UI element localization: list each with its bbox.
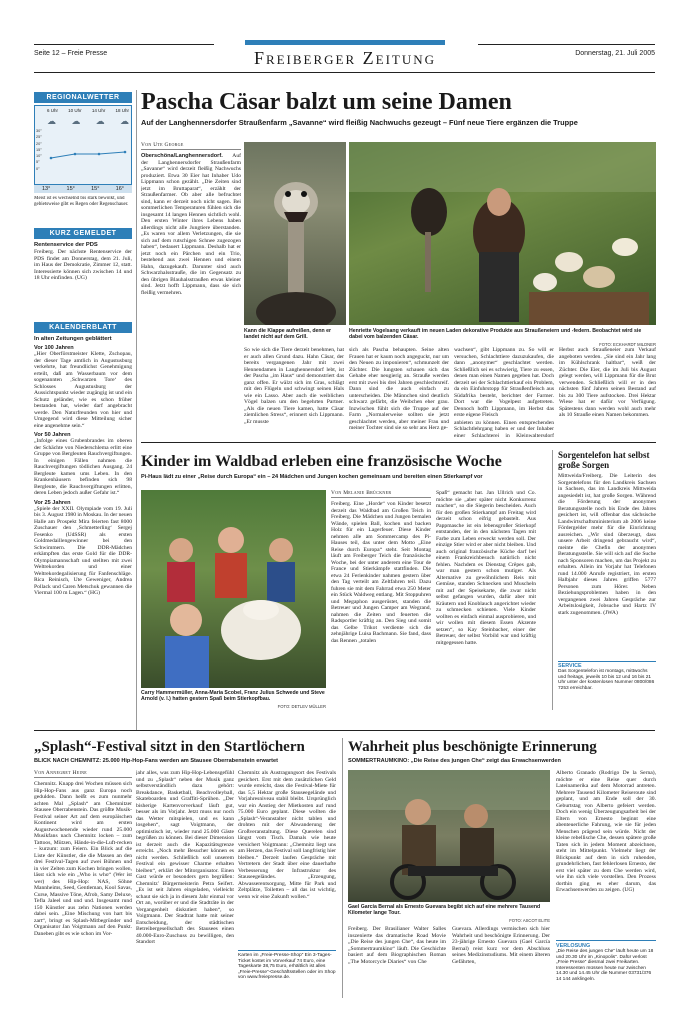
story3-col1 [34, 770, 132, 1003]
story1-body-5: anbieten zu können. Einen entsprechenden Schlachtlehrgang haben er und der Inhaber einer Schlachterei in Kleinwaltersdorf [454, 419, 554, 437]
scale-label: 5° [36, 160, 40, 165]
weather-day-4: 18 Uhr [115, 108, 129, 113]
weather-title: REGIONALWETTER [34, 92, 132, 103]
service-head: SERVICE [558, 661, 656, 669]
kurz-headline: Rentenservice der PDS [34, 242, 98, 248]
story2-body-2: Spaß“ gemacht hat. Jan Ullrich und Co. möchte sie „aber später nicht Konkurrenz machen“, so die Siegerin bescheiden. Auch für den großen Stierkampf am Freitag wird derzeit schon eifrig gebastelt. Aus Pappmasche ist ein lebensgroßer Stierkopf entstanden, der in den nächsten Tagen mit Farbe zum Leben erweckt werden soll. Der einzige Stier wird er aber nicht bleiben. Und auch original französische Küche darf bei einem Frankreichbesuch natürlich nicht fehlen. Nachdem es Dienstag Crêpes gab, war man gestern schon mutiger. Als Alternative zu gewöhnlichem Reis mit Gemüse, standen Schnecken und Muscheln mit auf der Speisekarte, die zwar nicht selbst gefangen wurden, dafür aber mit Kräutern und Knoblauch angerichtet wieder zu schmecken schienen. Viele Kinder wollten es einfach einmal ausprobieren, und wir wollen mit diesem Essen Akzente setzen“, so Kay Steinbacher, einer der Betreuer, der selbst Vorbild war und kräftig mitgegessen hatte. [436, 490, 536, 646]
weather-day-2: 10 Uhr [68, 108, 82, 113]
weather-box [34, 92, 132, 208]
cloud-icon: ☁ [95, 116, 105, 126]
sorgen-box [558, 450, 656, 691]
weather-chart [34, 105, 132, 185]
story2-subhead: Pi-Haus lädt zu einer „Reise durch Europa“ ein – 24 Mädchen und Jungen kochen gemeinsam und bereiten einen Stierkampf vor [141, 474, 483, 480]
scale-label: 10° [36, 154, 42, 159]
temperature-curve [47, 128, 129, 172]
temp-2: 15° [66, 186, 75, 192]
kalender-title: KALENDERBLATT [34, 322, 132, 333]
kalender-intro: In alten Zeitungen geblättert [34, 336, 112, 342]
story3-body-1: Chemnitz. Knapp drei Wochen müssen sich Hip-Hop-Fans aus ganz Europa noch gedulden. Dann heißt es zum nunmehr achten Mal „Splash“ am Chemnitzer Stausee Oberrabenstein. Das größte Musik-Festival seiner Art auf dem europäischen Kontinent wird am ersten Augustwochenende wieder rund 25.000 Musikfans nach Chemnitz locken – zum Tattoos, Mützen, Hände-in-die-Luft-recken – kurzum: zum Feiern. Ein Blick auf die Liste der Künstler, die die Massen an den drei Festival-Tagen auf zwei Bühnen und in vier Zelten zum Kochen bringen wollen, lässt sich wie ein „Who is who“ (Wer ist wer) des Hip-Hop: NAS, Söhne Mannheims, Seed, Gentleman, Kool Savas, Curse, Massive Töne, Afrob, Samy Deluxe, Tefla Jaleel und und und. Insgesamt rund 150 Künstler aus zehn Nationen werden dabei sein. „Eine Mischung von hart bis zart“, bringt es Splash-Mitbegründer und Organisator Jan Voigtmann auf den Punkt. Daneben gibt es wie schon im Vor- [34, 781, 132, 937]
story1-caption-2: Henriette Vogelsang verkauft im neuen Laden dekorative Produkte aus Straußeneiern und -federn. Beobachtet wird sie dabei vom balzenden Cäsar. [349, 328, 642, 340]
kurz-box [34, 228, 132, 282]
story1-subhead: Auf der Langhennersdorfer Straußenfarm „Savanne“ wird fleißig Nachwuchs gezeugt – Fünf neue Tiere ergänzen die Truppe [141, 118, 578, 127]
story4-credit: FOTO: ASCOT ELITE [509, 918, 550, 923]
story4-caption: Gael García Bernal als Ernesto Guevara begibt sich auf eine mehrere Tausend Kilometer lange Tour. [348, 904, 541, 916]
temp-4: 16° [115, 186, 124, 192]
ostrich-shop-photo [349, 142, 656, 325]
story1-body-4: wachsen“, gibt Lippmann zu. So will er versuchen, Schlachttiere dazuzukaufen, die dann „anonymer“ geschlachtet werden. Schließlich sei es schwierig, Tiere zu essen, denen man einen Namen gegeben hat. Doch derzeit sei der Schlachttierkauf ein Problem, da ein Einfuhrstopp für Straußenfleisch aus Südafrika besteht, berichtet der Farmer. Dort war die Vogelpest aufgetreten. Dennoch hofft Lippmann, im Herbst das erste eigene Fleisch anbieten zu können. Einen entsprechenden Schlachtlehrgang haben er und der Inhaber einer Schlachterei in Kleinwaltersdorf [454, 347, 554, 437]
scale-label: 25° [36, 135, 42, 140]
kalender-text-1: „Hier Oberförstmeister Klette, Zschopau, der dieser Tage amtlich in Augustusburg verkehrte, hat freundlichst Genehmigung erteilt, daß am Wasserbaum vor dem sogenannten ‚Schwarzen Tore‘ des Schlosses Augustusburg der Aussichtspunkt wieder zugängig ist und ein Schutz geländer, wie es schon früher bestanden hat, wieder darf angebracht werde. Den Naturfreunden von hier und Umgegend wird diese Mitteilung sicher eine angenehme sein.“ [34, 351, 132, 429]
header-rule [34, 72, 655, 73]
left-column-rule [136, 90, 137, 730]
section-title: Freiberger Zeitung [253, 48, 437, 68]
story1-body-6: Herbst auch Straußeneier zum Verkauf angeboten werden. „Sie sind ein Jahr lang im Kühlschrank haltbar“, weiß der Züchter. Die Eier, die im Juli bis August gelegt werden, will Lippmann für die Brut verwenden. Schließlich will er in den nächsten fünf Jahren seinen Bestand auf bis zu 300 Tiere aufstocken. Drei Hektar Wiese hat er dafür vor Verfügung. Spätestens dann werden wohl auch mehr als 10 Strauße einen Namen bekommen. [559, 347, 656, 418]
story3-author: Von Annegret Heine [34, 770, 132, 778]
story4-body-3: Alberto Granado (Rodrigo De la Serna), möchte er eine Reise quer durch Lateinamerika auf dem Motorrad antreten. Mehrere Tausend Kilometer Reiseroute sind geplant, und am Ende soll der 30. Geburtstag von Alberto gefeiert werden. Doch ein wenig Überzeugungsarbeit bei der Eltern von Ernesto beginnt eine abenteuerliche Fahrung, wie sie für jeden Menschen prägend sein würde. Nicht der kleine rebellische Che, dessen spätere große Taten sich in jedem Moment abzeichnen, steht im Mittelpunkt. Vielmehr liegt der Blickpunkt auf dem in sich ruhenden, grundehrlichen, fast fehlerlosen Ernesto, der erst viel später zu dem Che werden wird, wie ihn sich viele vorstellen. Den Prozess dorthin ging es eher darum, das Erwachsenwerden zu zeigen. (UG) [556, 770, 656, 893]
kalender-text-2: „Infolge eines Grubenbrandes im oberen der Schächte von Niederschlema erlitt eine Gruppe von Bergleuten Rauchvergiftungen. In einigen Fällen nahmen die Rauchvergiftungen tödlichen Ausgang. 24 Bergleute kamen ums Leben. In den Krankenhäusern befinden sich 98 Bergleute, die Rauchvergiftungen erlitten, deren Leben jedoch außer Gefahr ist.“ [34, 438, 132, 496]
karten-text: Karten im „Freie-Presse-Shop“ Ein 3-Tages-Ticket kostet im Vorverkauf 74 Euro, eine Tageskarte 38,75 Euro, erhältlich ist alles „Freie-Presse“-Geschäftsstellen oder im Shop von www.freiepresse.de. [238, 953, 336, 981]
karten-box [238, 950, 336, 981]
story1-author: Von Ute George [141, 142, 241, 150]
ostrich-photo [244, 142, 346, 325]
temp-3: 15° [91, 186, 100, 192]
verlosung-head: VERLOSUNG [556, 943, 591, 949]
weather-day-3: 14 Uhr [91, 108, 106, 113]
kalender-head-2: Vor 50 Jahren [34, 432, 71, 438]
story1-credit: FOTO: ECKHARDT MILDNER [599, 342, 656, 347]
verlosung-box [556, 940, 656, 983]
story2-col1 [331, 490, 431, 711]
story4-body-2: Guevara. Allerdings vermischen sich hier Wahrheit und beschönigte Erinnerung. Der 23-jährige Ernesto Guevara (Gael García Bernal) reist kurz vor dem Abschluss seines Medizinstudiums. Mit einem älteren Gefährten, [452, 926, 550, 965]
story1-rule [141, 442, 656, 443]
story4-headline: Wahrheit plus beschönigte Erinnerung [348, 739, 597, 755]
scale-label: 30° [36, 129, 42, 133]
story3-headline: „Splash“-Festival sitzt in den Startlöchern [34, 739, 305, 755]
kurz-title: KURZ GEMELDET [34, 228, 132, 239]
story1-body-1: Auf der Langhennersdorfer Straußenfarm „Savanne“ wird derzeit fleißig Nachwuchs produziert. Etwa 30 Eier hat Inhaber Udo Lippmann schon gezählt. „Die Zeiten sind jetzt im Bruttaparat“, erzählt der Straußenfarmer. Ob aber alle befruchtet sind, kann er derzeit noch nicht sagen. Bei sommerlichen Temperaturen fühlen sich die insgesamt 14 langen Hennen sichtlich wohl. Den ersten Winter ihres Lebens haben allerdings nicht alle Jungtiere überstanden. „Es waren vor allem Verletzungen, die sie sich auf dem rutschigen Schnee zugezogen haben“, bedauert Lippmann. Deshalb hat er jetzt noch ein Pärchen und ein Trio, bestehend aus zwei Hennen und einem Hahn, dazugekauft. Darunter sind auch Schwarzhalsstrauße, die im Gegensatz zu den übrigen Blauhalsstraußen etwas kleiner sind. Jetzt hofft Lippmann, dass sie sich fleißig vermehren. [141, 153, 241, 296]
kalender-head-3: Vor 25 Jahren [34, 499, 71, 506]
verlosung-text: „Die Reise des jungen Che“ läuft heute um 18 und 20.30 Uhr im „Kinopolis“. Dafür verlost „Freie Presse“ diesmal zwei Freikarten. Interessenten müssen heute nur zwischen 14.30 und 14.45 Uhr die Nummer 03731/376 14 144 anklingeln. [556, 949, 654, 982]
weather-day-1: 6 Uhr [47, 108, 59, 113]
story1-body-3: sich als Pascha behaupten. Seine alten Frauen hat er kaum noch angeguckt, nur um den Neuen zu imponieren“, schmunzelt der Züchter. Die lungsten schauen sich das Gehabe eher neugierig an. Strauße werden erst mit zwei bis drei Jahren geschlechtsreif. Dann sind die auch einfach zu unterscheiden. Die Männchen sind deutlich schwarz gefärbt, die Weibchen eher grau. Inzwischen fühlt sich die Truppe auf der Farm „Normalerweise sollten sie jetzt geschlachtet werden, aber meiner Frau und meiner Tochter sind sie so sehr ans Herz ge- [349, 347, 449, 431]
scale-label: 15° [36, 147, 42, 152]
bottom-section-rule [34, 730, 655, 731]
story1-headline: Pascha Cäsar balzt um seine Damen [141, 89, 512, 115]
scale-label: 20° [36, 141, 42, 146]
story2-credit: FOTO: DETLEV MÜLLER [277, 704, 326, 709]
sorgen-text: Mittweida/Freiberg. Die Leiterin des Sorgentelefons für den Landkreis Sachsen in Sachsen, das im Landkreis Mittweida angesiedelt ist, hat große Sorgen. Während die Förderung der anonymen Beratungsstelle noch bis Ende des Jahres gesichert ist, will offenbar das sächsische Landwirtschaftsministerium ab 2006 keine Fördergelder mehr für die Einrichtung ausreichen. „Wir sind überzeugt, dass unsere Arbeit dringend gebraucht wird“, meinte die Chefin der anonymen Beratungsstelle. Sie will sich auf die Suche nach Sponsoren machen, um das Projekt zu erhalten. Allein im Vorjahr hat Telefonen rund 14.000 Anrufe registriert, im ersten Halbjahr dieses Jahres griffen 5777 Personen zum Hörer. Neben Beziehungsproblemen haben in den vergangenen zwei Jahren Gespräche zur Arbeitslosigkeit, Jobsuche und Hartz IV stark zugenommen. (JWA) [558, 473, 656, 616]
story1-dateline: Oberschöna/Langhennersdorf. [141, 153, 223, 159]
kalender-head-1: Vor 100 Jahren [34, 345, 74, 351]
weather-text: Meist ist es wechselnd bis stark bewölkt, und gebietsweise gibt es Regen oder Regenschauer. [34, 196, 129, 207]
story2-body-1: Freiberg. Eine „Horde“ von Kinder besetzt derzeit das Waldbad am Großen Teich in Freiberg. Die Mädchen und Jungen bemalen Wände, spielen Ball, kochen und backen Holz für ein Lagerfeuer. Diese Kinder nehmen alle am Sommercamp des Pi-Hauses teil, das unter dem Motto „Eine Reise durch Europa“ steht. Seit Montag läuft am Freiberger Teich die französische Woche, bei der unter anderem eine Tour de France und Stierkämpfe stattfinden. Die etwa 24 Ferienkinder nahmen gestern über den Tag verteilt am Zeltfahren teil. Dazu fuhren sie mit dem Fahrrad etwa 250 Meter ein Stück Waldweg entlang. Mit Stoppuhren und Megaphon ausgerüstet, standen die Betreuer und Jungen Camper am Wegrand, nahmen die Zeiten und feuerten die Radsportler kräftig an. Den Sieg und somit das Gelbe Trikot verdiente sich die zehnjährige Luisa Bachmann. Sie fand, dass das Rennen „totalen [331, 501, 431, 644]
story3-subhead: BLICK NACH CHEMNITZ: 25.000 Hip-Hop-Fans werden am Stausee Oberrabenstein erwartet [34, 758, 279, 764]
kalender-text-3: „Spiele der XXII. Olympiade vom 19. Juli bis 3. August 1980 in Moskau. In der neuen Halle am Prospekt Mira feierten fast 8000 Zuschauer den ‚Schmetterling‘ Sergej Fesenko (UdSSR) als ersten Goldmedaillengewinner bei den Schwimmern. Die DDR-Mädchen erkämpften das erste Gold für die DDR-Olympiamannschaft und stellten mit zwei Weltrekorden und einer Weltrekordegalisierung für Fanfenschläge. Rica Reinisch, Ute Geweniger, Andrea Pollack und Caren Metschuk gewannen die Viermal 100 m Lagen.“ (HG) [34, 505, 132, 596]
kurz-text: Freiberg. Der nächste Rentenservice der PDS findet am Donnerstag, dem 21. Juli, im Haus der Demokratie, Zimmer 12, statt. Interessierte können sich zwischen 14 und 18 Uhr einfinden. (UG) [34, 249, 132, 281]
story4-body-1: Freiberg. Der Brasilianer Walter Salles inszenierte das dramatische Road Movie „Die Reise des jungen Che“, das heute im „Sommertraumkino“ läuft. Die Geschichte basiert auf dem Biographischen Roman „The Motorcycle Diaries“ von Che [348, 926, 446, 965]
story2-headline: Kinder im Waldbad erleben eine französische Woche [141, 453, 502, 470]
temp-1: 13° [42, 186, 51, 192]
cloud-rain-icon: ☁ [71, 116, 81, 126]
story4-subhead: SOMMERTRAUMKINO: „Die Reise des jungen Che“ zeigt das Erwachsenwerden [348, 758, 561, 764]
section-title-bar [245, 40, 445, 45]
story3-body-2: jahr alles, was zum Hip-Hop-Lebensgefühl und zu „Splash“ neben der Musik ganz selbstverständlich dazu gehört: Breakdance, Basketball, Beachvolleyball, Skateboarden und Graffiti-Sprühen. „Der bisherige Kartenvorverkauf läuft gut, besser als im Vorjahr. Jetzt muss nur noch das Wetter mitspielen, und es kann losgehen“, sagt Voigtmann, der optimistisch ist, wieder rund 25.000 Gäste begrüßen zu können. Bei dieser Dimension ist derzeit auch die Kapazitätsgrenze erreicht. „Noch mehr Besucher können es nicht werden. Schließlich soll unserem Festival ein gewisser Charme erhalten bleiben“, erklärt der Mitorganisator. Einen Gast würde er besonders gern begrüßen: Chemnitz' Bürgermeisterin Petra Seifert. „Es ist seit Jahren eingeladen, vielleicht schaut sie sich ja in diesem Jahr einmal vor Ort an, worüber er und die Stadträte in der Vergangenheit diskutiert haben“, so Voigtmann. Der Stadtrat hatte mit seiner Entscheidung, der städtischen Betreibergesellschaft des Stausees einen 40.000-Euro-Zuschuss zu bewilligen, den Standort [136, 770, 234, 945]
story3-body-3: Chemnitz als Austragungsort des Festivals gesichert. Erst mit dem zusätzlichen Geld wurde erreicht, dass die Festival-Miete für das 5,5 Hektar große Stauseegelände und Vorjahresniveau stabil bleibt. Ursprünglich war ein Anstieg der Mietkosten auf rund 75.000 Euro geplant. Diese wollten die „Splash“-Veranstalter nicht tablen und drohten mit der Abwanderung der Großveranstaltung. Diese Querelen sind längst vom Tisch. Damals wie heute versichert Voigtmann: „Chemnitz liegt uns am Herzen, das Festival soll langfristig hier bleiben.“ Derzeit laufen Gespräche mit Vertretern der Stadt über eine dauerhafte Verbesserung der Infrastruktur des Stauseegeländes. „Erzeugung, Abwasserentsorgung, Mitte für Park und Zeltplätze, Toiletten – all das ist wichtig, wenn wir eine Zukunft wollen.“ [238, 770, 336, 900]
kinder-photo [141, 490, 326, 688]
header-rule-top [34, 44, 214, 45]
story1-caption-1: Kann die Klappe aufreißen, denn er landet nicht auf dem Grill. [244, 328, 332, 340]
service-text: Das Sorgentelefon ist montags, mittwochs und freitags, jeweils 10 bis 12 und 16 bis 21 Uhr unter der kostenlosen Nummer 0800/086 7253 erreichbar. [558, 669, 655, 691]
cloud-rain-icon: ☁ [47, 116, 56, 126]
page-label: Seite 12 – Freie Presse [34, 50, 108, 57]
page-date: Donnerstag, 21. Juli 2005 [575, 50, 655, 57]
story3-rule [342, 738, 343, 998]
story2-author: Von Melanie Brückner [331, 490, 431, 498]
story2-caption: Carry Hammermüller, Anna-Maria Scobel, Franz Julius Schwede und Steve Arnold (v. l.) hatten gestern Spaß beim Stierkopfbau. [141, 690, 325, 702]
cloud-sun-icon: ☁ [119, 116, 129, 126]
story1-body-2: So wie sich die Tiere derzeit benehmen, hat er auch allen Grund dazu. Hahn Cäsar, der bereits vergangenen Jahr mit zwei Hennendamen in Langhennersdorf lebt, ist der Pascha „im Haus“ und demonstriert das ganz offen. Er wälzt sich im Gras, schlägt mit den Flügeln und schwingt seinen Hals wie ein Lasso. Aber auch die weiblichen Vögel balzen um den begehrten Partner. „Als die neuen Tiere kamen, hatte Cäsar ziemlichen Stress“, erinnert sich Lippmann. „Er musste [244, 347, 344, 425]
sorgen-rule [552, 450, 553, 710]
header-rule-top-right [478, 44, 655, 45]
sorgen-headline: Sorgentelefon hat selbst große Sorgen [558, 450, 650, 470]
kalender-box [34, 322, 132, 688]
che-photo [348, 770, 550, 902]
scale-label: 0° [36, 166, 40, 171]
